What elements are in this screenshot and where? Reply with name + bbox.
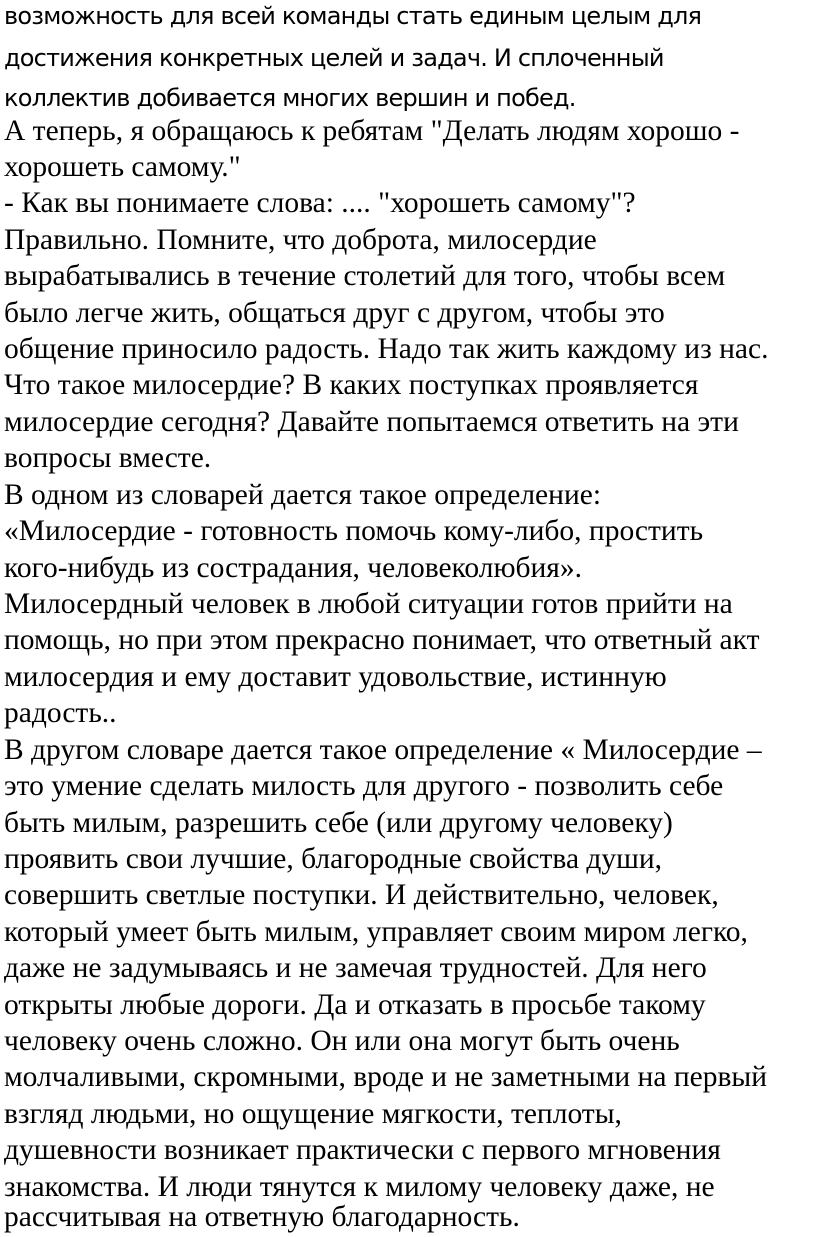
body-line-13: кого-нибудь из сострадания, человеколюбия». bbox=[4, 552, 582, 584]
body-line-6: было легче жить, общаться друг с другом, чтобы это bbox=[4, 297, 665, 329]
body-line-14: Милосердный человек в любой ситуации готов прийти на bbox=[4, 588, 733, 620]
body-line-25: открыты любые дороги. Да и отказать в просьбе такому bbox=[4, 989, 706, 1021]
body-line-29: душевности возникает практически с первого мгновения bbox=[4, 1134, 721, 1166]
body-line-8: Что такое милосердие? В каких поступках проявляется bbox=[4, 369, 699, 401]
intro-line-3: коллектив добивается многих вершин и побед. bbox=[4, 84, 576, 112]
body-line-5: вырабатывались в течение столетий для того, чтобы всем bbox=[4, 260, 726, 292]
body-line-7: общение приносило радость. Надо так жить каждому из нас. bbox=[4, 333, 769, 365]
intro-line-1: возможность для всей команды стать единым целым для bbox=[4, 2, 702, 30]
body-line-9: милосердие сегодня? Давайте попытаемся ответить на эти bbox=[4, 406, 739, 438]
body-line-27: молчаливыми, скромными, вроде и не заметными на первый bbox=[4, 1061, 767, 1093]
body-line-12: «Милосердие - готовность помочь кому-либо, простить bbox=[4, 515, 704, 547]
body-line-4: Правильно. Помните, что доброта, милосердие bbox=[4, 224, 597, 256]
body-line-22: совершить светлые поступки. И действительно, человек, bbox=[4, 879, 719, 911]
document-page bbox=[4, 0, 816, 1237]
body-line-10: вопросы вместе. bbox=[4, 442, 212, 474]
body-line-16: милосердия и ему доставит удовольствие, истинную bbox=[4, 661, 667, 693]
body-line-1: А теперь, я обращаюсь к ребятам "Делать людям хорошо - bbox=[4, 115, 740, 147]
body-line-18: В другом словаре дается такое определение « Милосердие – bbox=[4, 734, 762, 766]
body-line-31: рассчитывая на ответную благодарность. bbox=[4, 1201, 520, 1233]
body-line-20: быть милым, разрешить себе (или другому человеку) bbox=[4, 807, 673, 839]
body-line-26: человеку очень сложно. Он или она могут быть очень bbox=[4, 1025, 680, 1057]
body-line-30: знакомства. И люди тянутся к милому человеку даже, не bbox=[4, 1171, 715, 1203]
body-line-17: радость.. bbox=[4, 697, 117, 729]
body-line-11: В одном из словарей дается такое определение: bbox=[4, 479, 602, 511]
intro-line-2: достижения конкретных целей и задач. И сплоченный bbox=[4, 44, 664, 72]
body-line-15: помощь, но при этом прекрасно понимает, что ответный акт bbox=[4, 624, 760, 656]
body-line-21: проявить свои лучшие, благородные свойства души, bbox=[4, 843, 663, 875]
body-line-3: - Как вы понимаете слова: .... "хорошеть самому"? bbox=[4, 187, 636, 219]
body-line-28: взгляд людьми, но ощущение мягкости, теплоты, bbox=[4, 1098, 622, 1130]
body-line-23: который умеет быть милым, управляет своим миром легко, bbox=[4, 916, 748, 948]
body-line-19: это умение сделать милость для другого - позволить себе bbox=[4, 770, 724, 802]
body-line-24: даже не задумываясь и не замечая трудностей. Для него bbox=[4, 952, 707, 984]
body-line-2: хорошеть самому." bbox=[4, 151, 241, 183]
